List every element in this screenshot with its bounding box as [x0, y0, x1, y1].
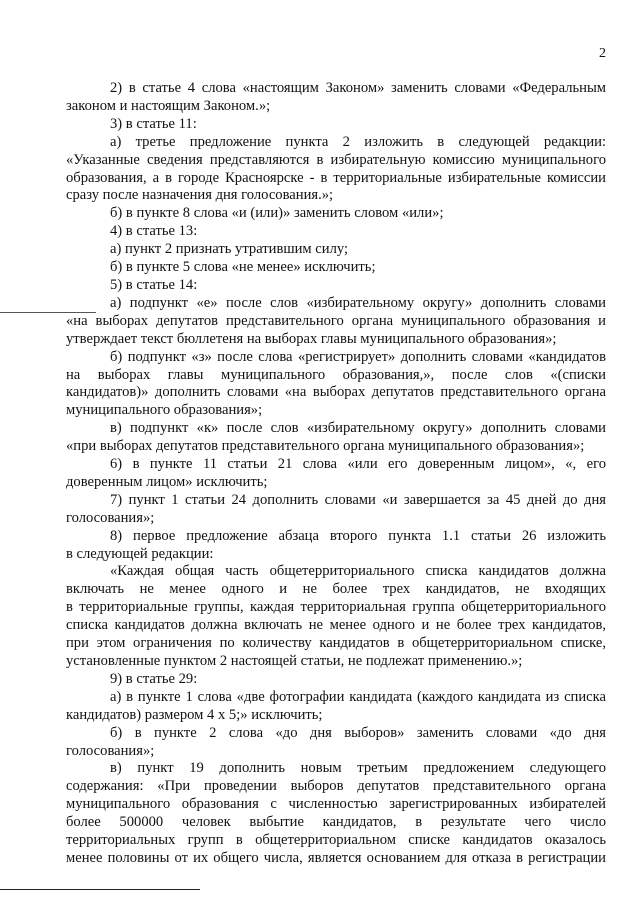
text-line: включать не менее одного и не более трех кандидатов, не входящих: [66, 581, 606, 598]
text-line: списка кандидатов должна включать не менее одного и не более трех кандидатов,: [66, 617, 606, 634]
text-line: в) пункт 19 дополнить новым третьим предложением следующего: [110, 760, 606, 777]
text-line: кандидатов) размером 4 x 5;» исключить;: [66, 706, 323, 723]
text-line: на выборах главы муниципального образования,», после слов «(списки: [66, 366, 606, 383]
text-line: 9) в статье 29:: [110, 670, 198, 687]
text-line: б) в пункте 2 слова «до дня выборов» заменить словами «до дня: [110, 724, 606, 741]
text-line: утверждает текст бюллетеня на выборах главы муниципального образования»;: [66, 330, 557, 347]
text-line: 7) пункт 1 статьи 24 дополнить словами «и завершается за 45 дней до дня: [110, 491, 606, 508]
text-line: законом и настоящим Законом.»;: [66, 97, 271, 114]
document-body: [66, 80, 606, 868]
text-line: 4) в статье 13:: [110, 223, 198, 240]
text-line: 6) в пункте 11 статьи 21 слова «или его доверенным лицом», «, его: [110, 456, 606, 473]
text-line: менее половины от их общего числа, является основанием для отказа в регистрации: [66, 849, 606, 866]
text-line: содержания: «При проведении выборов депутатов представительного органа: [66, 778, 606, 795]
text-line: а) третье предложение пункта 2 изложить в следующей редакции:: [110, 133, 606, 150]
text-line: в территориальные группы, каждая территориальная группа общетерриториального: [66, 599, 606, 616]
text-line: установленные пунктом 2 настоящей статьи, не подлежат применению.»;: [66, 653, 523, 669]
text-line: сразу после назначения дня голосования.»;: [66, 187, 334, 204]
text-line: кандидатов)» дополнить словами «на выборах депутатов представительного органа: [66, 384, 606, 401]
text-line: 8) первое предложение абзаца второго пункта 1.1 статьи 26 изложить: [110, 527, 606, 544]
text-line: при этом ограничения по количеству кандидатов в общетерриториальном списке,: [66, 635, 606, 652]
text-line: голосования»;: [66, 742, 155, 759]
text-line: 3) в статье 11:: [110, 115, 197, 132]
text-line: в следующей редакции:: [66, 545, 214, 562]
text-line: муниципального образования с численностью зарегистрированных избирателей: [66, 796, 606, 813]
text-line: б) в пункте 8 слова «и (или)» заменить словом «или»;: [110, 205, 444, 222]
text-line: голосования»;: [66, 509, 155, 526]
text-line: «при выборах депутатов представительного органа муниципального образования»;: [66, 438, 585, 455]
text-line: 2) в статье 4 слова «настоящим Законом» заменить словами «Федеральным: [110, 80, 606, 96]
text-line: более 500000 человек выбытие кандидатов, в результате чего число: [66, 814, 606, 831]
text-line: «Каждая общая часть общетерриториального списка кандидатов должна: [110, 563, 606, 580]
text-line: территориальных групп в общетерриториальном списке кандидатов оказалось: [66, 832, 606, 849]
text-line: муниципального образования»;: [66, 402, 263, 419]
text-line: а) подпункт «е» после слов «избирательному округу» дополнить словами: [110, 294, 606, 311]
text-line: «на выборах депутатов представительного органа муниципального образования и: [66, 312, 606, 329]
text-line: а) пункт 2 признать утратившим силу;: [110, 241, 349, 258]
text-line: б) в пункте 5 слова «не менее» исключить;: [110, 259, 376, 276]
text-line: б) подпункт «з» после слова «регистрирует» дополнить словами «кандидатов: [110, 348, 606, 365]
footer-rule: [0, 889, 200, 890]
text-line: 5) в статье 14:: [110, 276, 198, 293]
text-line: образования, а в городе Красноярске - в территориальные избирательные комиссии: [66, 169, 606, 186]
text-line: «Указанные сведения представляются в избирательную комиссию муниципального: [66, 151, 606, 168]
text-line: в) подпункт «к» после слов «избирательному округу» дополнить словами: [110, 420, 606, 437]
text-line: доверенным лицом» исключить;: [66, 473, 268, 490]
page-number: 2: [599, 46, 606, 61]
text-line: а) в пункте 1 слова «две фотографии кандидата (каждого кандидата из списка: [110, 688, 606, 705]
